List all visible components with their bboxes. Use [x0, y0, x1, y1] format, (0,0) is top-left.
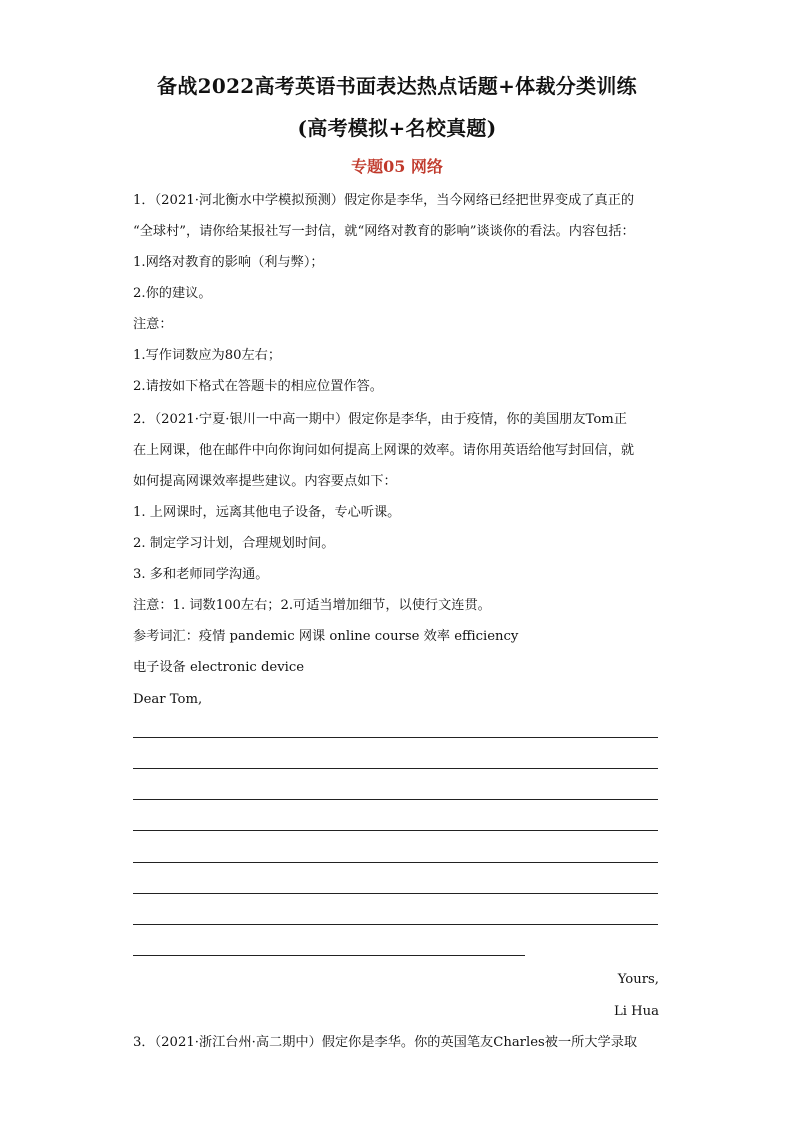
- q2-vocab-line2: 电子设备 electronic device: [133, 660, 305, 675]
- answer-line[interactable]: [133, 862, 658, 863]
- q2-point2: 2. 制定学习计划，合理规划时间。: [133, 536, 335, 551]
- q1-note1: 1.写作词数应为80左右；: [133, 348, 282, 363]
- answer-line-short[interactable]: [133, 955, 525, 956]
- document-title-line1: 备战2022高考英语书面表达热点话题+体裁分类训练: [157, 74, 637, 98]
- q1-note2: 2.请按如下格式在答题卡的相应位置作答。: [133, 379, 383, 394]
- answer-line[interactable]: [133, 768, 658, 769]
- q1-prompt-line2: “全球村”，请你给某报社写一封信，就“网络对教育的影响”谈谈你的看法。内容包括：: [133, 224, 635, 239]
- letter-greeting: Dear Tom,: [133, 692, 203, 707]
- q2-prompt-line1: 2．（2021·宁夏·银川一中高一期中）假定你是李华，由于疫情，你的美国朋友Tom正: [133, 412, 627, 427]
- answer-line[interactable]: [133, 924, 658, 925]
- document-title-line2: (高考模拟+名校真题): [297, 116, 497, 140]
- q2-point1: 1. 上网课时，远离其他电子设备，专心听课。: [133, 505, 401, 520]
- answer-line[interactable]: [133, 799, 658, 800]
- q2-point3: 3. 多和老师同学沟通。: [133, 567, 269, 582]
- q1-note-label: 注意：: [133, 317, 173, 332]
- topic-subtitle: 专题05 网络: [351, 157, 443, 176]
- answer-line[interactable]: [133, 893, 658, 894]
- letter-closing: Yours,: [617, 972, 659, 987]
- q1-point2: 2.你的建议。: [133, 286, 212, 301]
- answer-line[interactable]: [133, 830, 658, 831]
- q2-prompt-line3: 如何提高网课效率提些建议。内容要点如下：: [133, 474, 397, 489]
- q2-note: 注意：1. 词数100左右；2.可适当增加细节，以使行文连贯。: [133, 598, 491, 613]
- answer-line[interactable]: [133, 737, 658, 738]
- q1-prompt-line1: 1．（2021·河北衡水中学模拟预测）假定你是李华，当今网络已经把世界变成了真正的: [133, 193, 635, 208]
- q1-point1: 1.网络对教育的影响（利与弊）；: [133, 255, 324, 270]
- q3-prompt-line1: 3．（2021·浙江台州·高二期中）假定你是李华。你的英国笔友Charles被一所大学录取: [133, 1035, 638, 1050]
- q2-vocab-line1: 参考词汇：疫情 pandemic 网课 online course 效率 efficiency: [133, 629, 519, 644]
- letter-signature: Li Hua: [613, 1004, 659, 1019]
- q2-prompt-line2: 在上网课，他在邮件中向你询问如何提高上网课的效率。请你用英语给他写封回信，就: [133, 443, 635, 458]
